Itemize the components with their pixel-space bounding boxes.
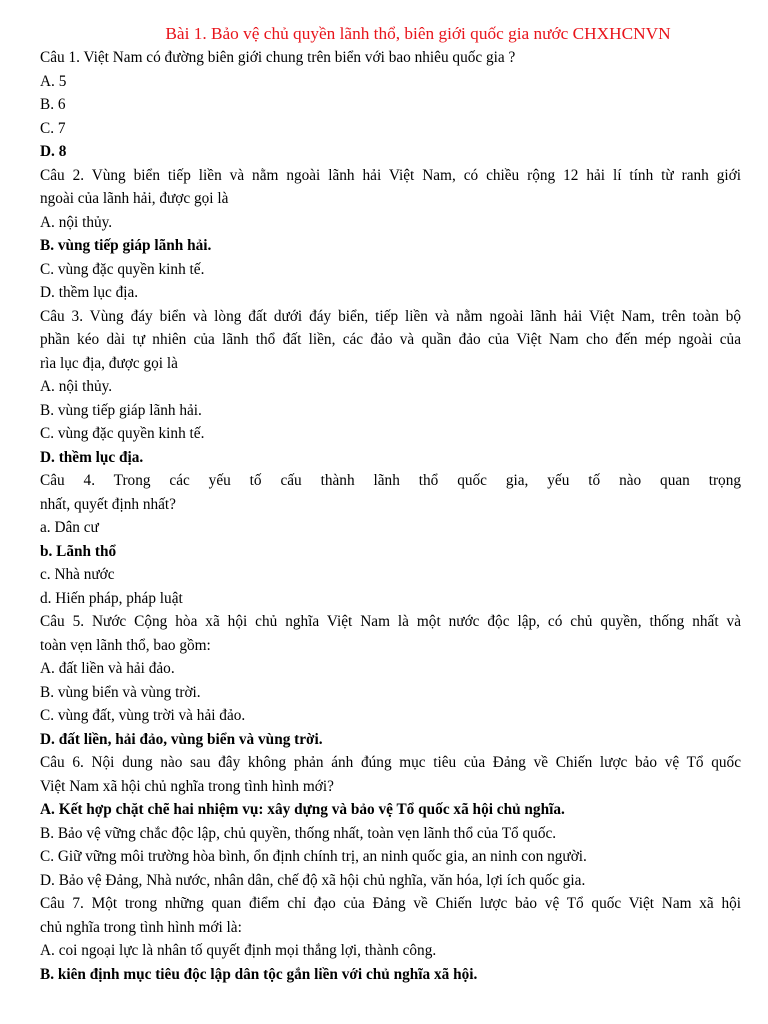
answer-option: A. đất liền và hải đảo. — [40, 660, 175, 677]
answer-option: B. vùng tiếp giáp lãnh hải. — [40, 401, 202, 419]
question-3 — [40, 305, 741, 470]
question-stem-line: chủ nghĩa trong tình hình mới là: — [40, 918, 242, 936]
answer-option: C. 7 — [40, 119, 66, 137]
question-2 — [40, 164, 741, 305]
question-6 — [40, 751, 741, 892]
question-5 — [40, 610, 741, 751]
answer-option: A. nội thủy. — [40, 213, 113, 231]
answer-option-correct: D. 8 — [40, 143, 67, 160]
question-7 — [40, 892, 741, 986]
answer-option: B. 6 — [40, 96, 66, 113]
question-stem-line: Câu 3. Vùng đáy biển và lòng đất dưới đáy biển, tiếp liền và nằm ngoài lãnh hải Việt Nam, trên toàn bộ — [40, 307, 741, 325]
question-list — [40, 46, 741, 986]
answer-option-correct: B. kiên định mục tiêu độc lập dân tộc gắn liền với chủ nghĩa xã hội. — [40, 965, 478, 983]
answer-option: c. Nhà nước — [40, 566, 115, 583]
answer-option: B. vùng biển và vùng trời. — [40, 683, 201, 701]
question-stem-line: Câu 2. Vùng biển tiếp liền và nằm ngoài lãnh hải Việt Nam, có chiều rộng 12 hải lí tính từ ranh giới — [40, 166, 741, 184]
question-stem-line: ngoài của lãnh hải, được gọi là — [40, 190, 229, 207]
answer-option: D. Bảo vệ Đảng, Nhà nước, nhân dân, chế độ xã hội chủ nghĩa, văn hóa, lợi ích quốc gia. — [40, 871, 586, 889]
question-stem-line: toàn vẹn lãnh thổ, bao gồm: — [40, 636, 211, 654]
question-1 — [40, 46, 741, 164]
answer-option-correct: D. đất liền, hải đảo, vùng biển và vùng trời. — [40, 730, 323, 748]
question-stem-line: rìa lục địa, được gọi là — [40, 354, 178, 372]
answer-option: C. vùng đặc quyền kinh tế. — [40, 425, 205, 442]
answer-option: a. Dân cư — [40, 519, 99, 536]
question-stem-line: phần kéo dài tự nhiên của lãnh thổ đất liền, các đảo và quần đảo của Việt Nam cho đến mép ngoài của — [40, 331, 741, 348]
answer-option-correct: D. thềm lục địa. — [40, 448, 144, 466]
answer-option-correct: b. Lãnh thổ — [40, 542, 117, 560]
answer-option: A. nội thủy. — [40, 378, 113, 395]
answer-option: C. vùng đặc quyền kinh tế. — [40, 260, 205, 278]
answer-option: D. thềm lục địa. — [40, 284, 139, 301]
question-stem-line: Câu 4. Trong các yếu tố cấu thành lãnh thổ quốc gia, yếu tố nào quan trọng — [40, 472, 741, 489]
question-stem-line: nhất, quyết định nhất? — [40, 495, 176, 513]
answer-option: A. coi ngoại lực là nhân tố quyết định mọi thắng lợi, thành công. — [40, 942, 437, 959]
answer-option: C. vùng đất, vùng trời và hải đảo. — [40, 707, 246, 724]
question-stem-line: Câu 6. Nội dung nào sau đây không phản ánh đúng mục tiêu của Đảng về Chiến lược bảo vệ Tổ quốc — [40, 754, 741, 771]
question-4 — [40, 469, 741, 610]
answer-option: d. Hiến pháp, pháp luật — [40, 589, 183, 607]
question-stem-line: Việt Nam xã hội chủ nghĩa trong tình hình mới? — [40, 777, 334, 795]
answer-option-correct: B. vùng tiếp giáp lãnh hải. — [40, 237, 212, 254]
answer-option: C. Giữ vững môi trường hòa bình, ổn định chính trị, an ninh quốc gia, an ninh con người. — [40, 848, 587, 865]
answer-option-correct: A. Kết hợp chặt chẽ hai nhiệm vụ: xây dựng và bảo vệ Tổ quốc xã hội chủ nghĩa. — [40, 801, 565, 818]
page-title: Bài 1. Bảo vệ chủ quyền lãnh thổ, biên giới quốc gia nước CHXHCNVN — [165, 24, 671, 43]
answer-option: B. Bảo vệ vững chắc độc lập, chủ quyền, thống nhất, toàn vẹn lãnh thổ của Tổ quốc. — [40, 824, 557, 842]
question-stem-line: Câu 5. Nước Cộng hòa xã hội chủ nghĩa Việt Nam là một nước độc lập, có chủ quyền, thống nhất và — [40, 613, 741, 630]
answer-option: A. 5 — [40, 72, 67, 90]
question-stem-line: Câu 7. Một trong những quan điểm chỉ đạo của Đảng về Chiến lược bảo vệ Tổ quốc Việt Nam xã hội — [40, 895, 741, 912]
question-stem-line: Câu 1. Việt Nam có đường biên giới chung trên biển với bao nhiêu quốc gia ? — [40, 49, 516, 66]
